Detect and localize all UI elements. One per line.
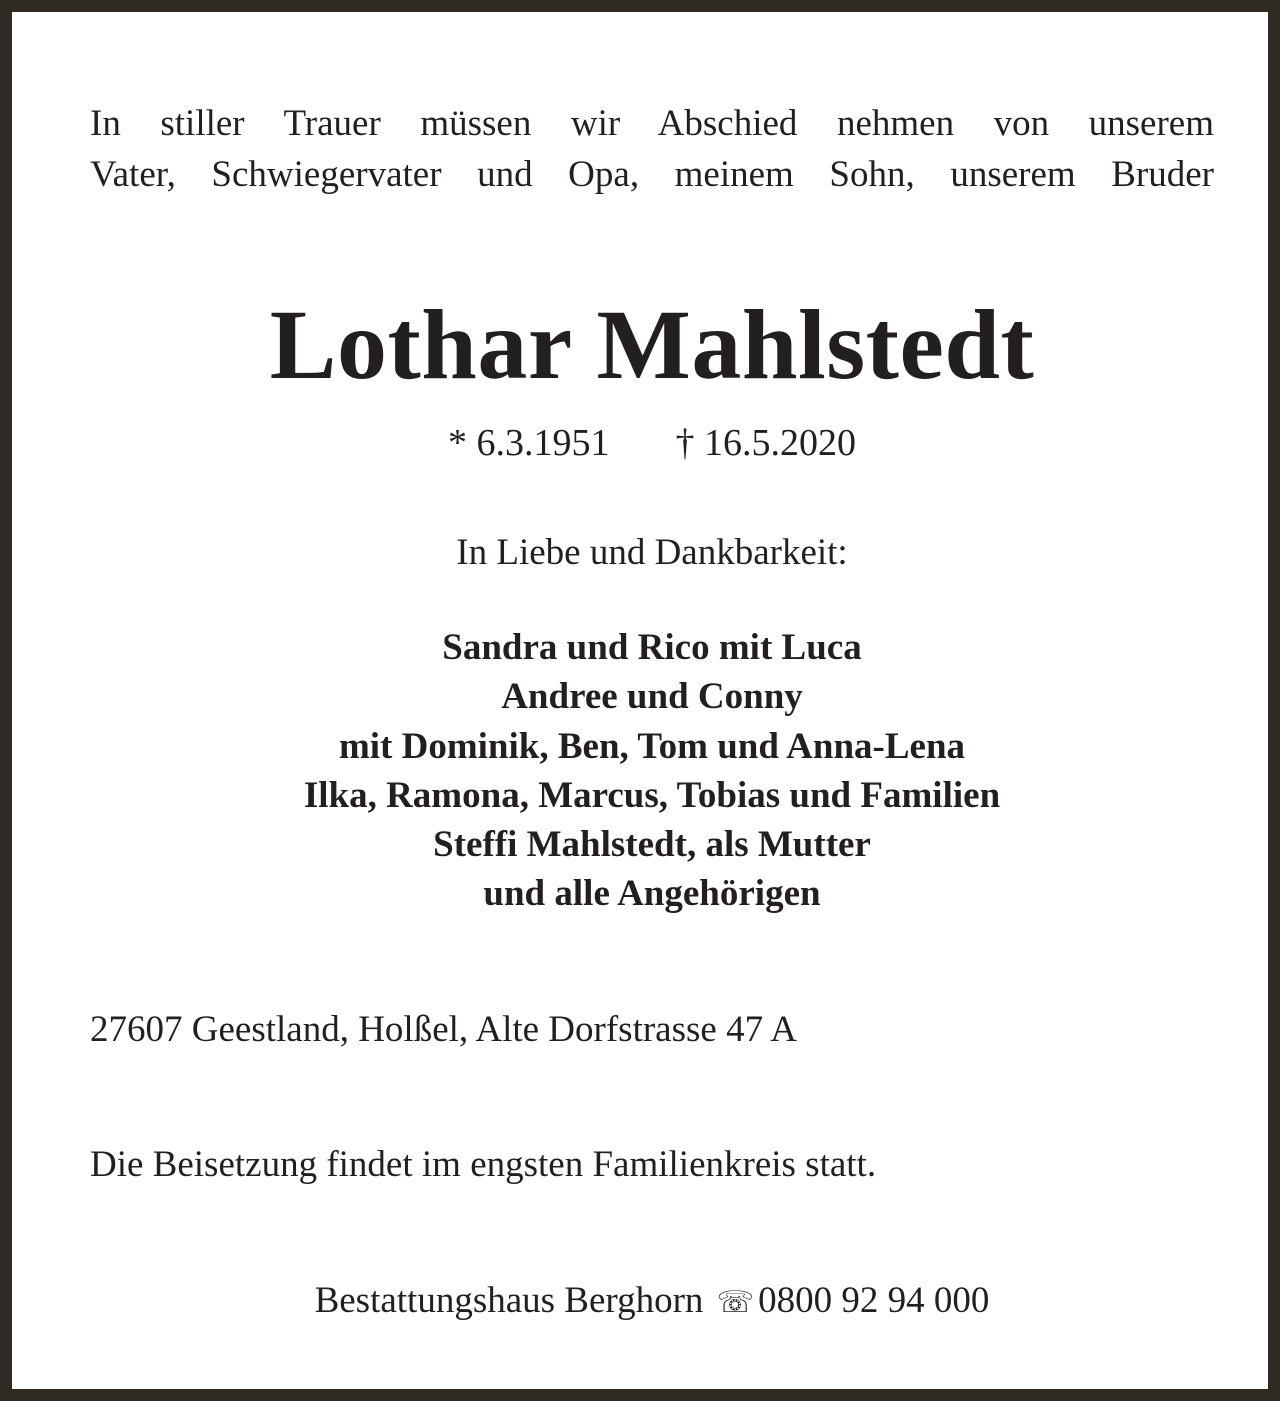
undertaker-name: Bestattungshaus Berghorn xyxy=(314,1280,704,1321)
mourners-list xyxy=(12,623,1280,919)
birth-date: * 6.3.1951 xyxy=(448,422,610,464)
mourner-line: Steffi Mahlstedt, als Mutter xyxy=(433,824,871,866)
mourner-line: Andree und Conny xyxy=(501,676,803,718)
life-dates xyxy=(12,417,1280,469)
mourner-line: mit Dominik, Ben, Tom und Anna-Lena xyxy=(338,725,966,767)
death-date: † 16.5.2020 xyxy=(675,422,856,464)
intro-text xyxy=(90,98,1214,200)
mourner-line: und alle Angehörigen xyxy=(483,873,821,915)
mourner-line: Ilka, Ramona, Marcus, Tobias und Familien xyxy=(303,774,1001,816)
mourner-line: Sandra und Rico mit Luca xyxy=(442,627,862,668)
undertaker-phone: 0800 92 94 000 xyxy=(758,1280,990,1321)
address: 27607 Geestland, Holßel, Alte Dorfstrasse 47 A xyxy=(90,1009,797,1050)
deceased-name: Lothar Mahlstedt xyxy=(269,289,1035,400)
undertaker-line xyxy=(12,1275,1280,1329)
burial-note: Die Beisetzung findet im engsten Familienkreis statt. xyxy=(90,1144,877,1185)
dedication: In Liebe und Dankbarkeit: xyxy=(456,532,848,573)
telephone-icon: ☏ xyxy=(716,1285,755,1320)
intro-line: Vater, Schwiegervater und Opa, meinem Sohn, unserem Bruder xyxy=(90,154,1214,195)
intro-line: In stiller Trauer müssen wir Abschied nehmen von unserem xyxy=(90,103,1214,144)
